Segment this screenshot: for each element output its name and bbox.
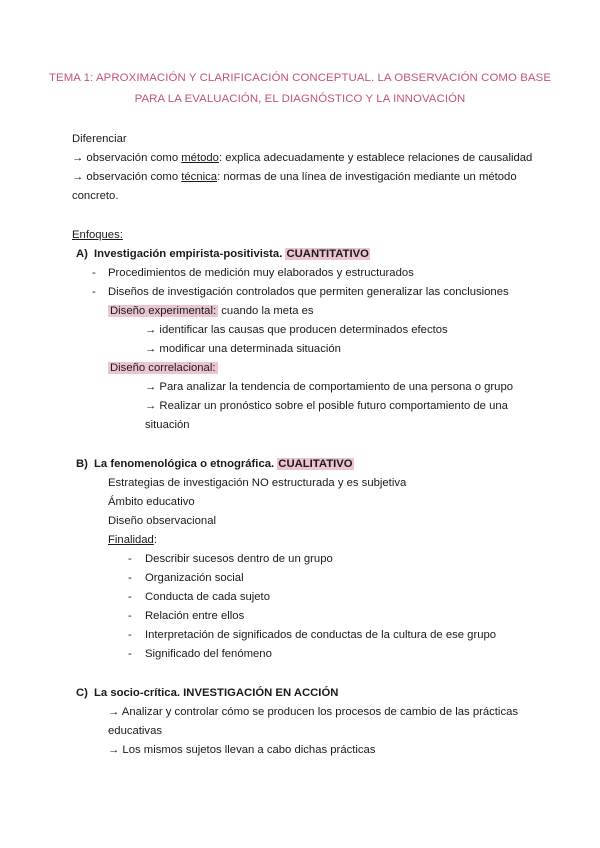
section-b-line-3: Diseño observacional: [108, 515, 217, 527]
document-title: [40, 68, 560, 110]
finalidad-item: Relación entre ellos: [145, 610, 245, 622]
experimental-sub-1: → identificar las causas que producen determinados efectos: [145, 324, 448, 336]
section-a-item-1: Procedimientos de medición muy elaborados y estructurados: [108, 267, 414, 279]
section-b-line-1: Estrategias de investigación NO estructurada y es subjetiva: [108, 477, 407, 489]
correlacional-label: Diseño correlacional:: [110, 362, 216, 374]
enfoques-label: Enfoques:: [72, 229, 123, 241]
finalidad-item: Interpretación de significados de conductas de la cultura de ese grupo: [145, 629, 497, 641]
experimental-sub-2: → modificar una determinada situación: [145, 343, 341, 355]
finalidad-label: Finalidad: [108, 534, 154, 546]
metodo-line: [72, 151, 532, 165]
tecnica-text: : normas de una línea de investigación mediante un método: [217, 171, 517, 183]
bullet-dash: -: [128, 553, 132, 565]
section-b-heading: [94, 457, 354, 471]
bullet-dash: -: [92, 267, 96, 279]
title-line-1: TEMA 1: APROXIMACIÓN Y CLARIFICACIÓN CONCEPTUAL. LA OBSERVACIÓN COMO BASE: [48, 72, 552, 84]
bullet-dash: -: [128, 648, 132, 660]
tecnica-word: técnica: [181, 171, 218, 183]
section-b-letter: B): [76, 458, 88, 470]
experimental-label: Diseño experimental:: [110, 305, 217, 317]
section-a-item-2: Diseños de investigación controlados que permiten generalizar las conclusiones: [108, 286, 509, 298]
metodo-word: método: [181, 152, 219, 164]
section-c-line-1-cont: educativas: [108, 725, 163, 737]
section-a-tag: CUANTITATIVO: [286, 248, 369, 260]
bullet-dash: -: [128, 629, 132, 641]
section-c-line-2: → Los mismos sujetos llevan a cabo dichas prácticas: [108, 744, 376, 756]
bullet-dash: -: [92, 286, 96, 298]
diferenciar-label: Diferenciar: [72, 133, 127, 145]
correlacional-sub-1: → Para analizar la tendencia de comportamiento de una persona o grupo: [145, 381, 514, 393]
finalidad-item: Conducta de cada sujeto: [145, 591, 270, 603]
section-b-title: La fenomenológica o etnográfica.: [94, 458, 278, 470]
bullet-dash: -: [128, 610, 132, 622]
section-b-line-2: Ámbito educativo: [108, 496, 195, 508]
section-a-heading: [94, 247, 370, 261]
tecnica-line: [72, 170, 517, 184]
correlacional-sub-2-cont: situación: [145, 419, 190, 431]
finalidad-item: Describir sucesos dentro de un grupo: [145, 553, 333, 565]
metodo-text: : explica adecuadamente y establece relaciones de causalidad: [218, 152, 533, 164]
experimental-line: [108, 304, 314, 318]
finalidad-line: [108, 533, 157, 547]
correlacional-sub-2: → Realizar un pronóstico sobre el posible futuro comportamiento de una: [145, 400, 508, 412]
finalidad-colon: :: [153, 534, 157, 546]
section-a-title: Investigación empirista-positivista.: [94, 248, 286, 260]
section-c-heading: La socio-crítica. INVESTIGACIÓN EN ACCIÓN: [94, 687, 339, 699]
finalidad-item: Organización social: [145, 572, 244, 584]
correlacional-line: [108, 361, 218, 375]
experimental-text: cuando la meta es: [218, 305, 314, 317]
tecnica-continuation: concreto.: [72, 190, 119, 202]
finalidad-item: Significado del fenómeno: [145, 648, 272, 660]
section-c-line-1: → Analizar y controlar cómo se producen los procesos de cambio de las prácticas: [108, 706, 519, 718]
bullet-dash: -: [128, 591, 132, 603]
section-a-letter: A): [76, 248, 88, 260]
tecnica-prefix: → observación como: [72, 171, 182, 183]
section-b-tag: CUALITATIVO: [278, 458, 353, 470]
title-line-2: PARA LA EVALUACIÓN, EL DIAGNÓSTICO Y LA INNOVACIÓN: [134, 93, 466, 105]
bullet-dash: -: [128, 572, 132, 584]
metodo-prefix: → observación como: [72, 152, 182, 164]
section-c-letter: C): [76, 687, 88, 699]
